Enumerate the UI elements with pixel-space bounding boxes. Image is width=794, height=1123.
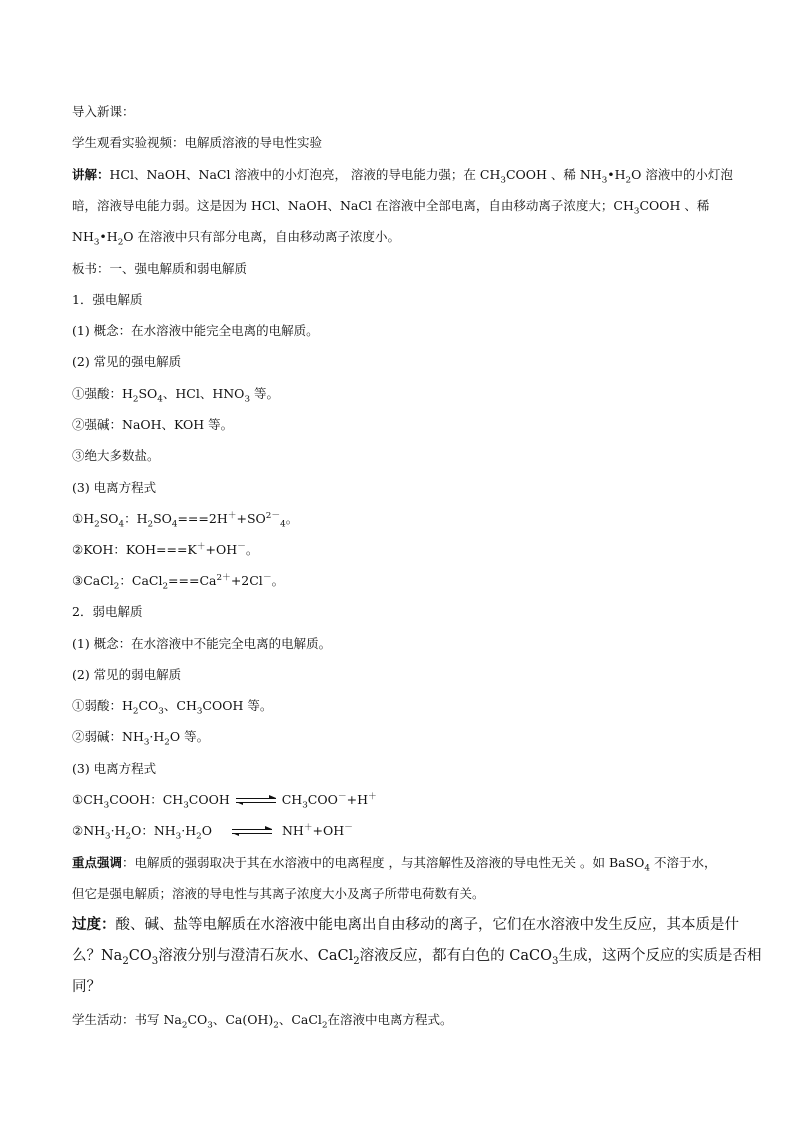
emphasis-label: 重点强调: [72, 855, 123, 870]
transition-line-1: 过度：酸、碱、盐等电解质在水溶液中能电离出自由移动的离子，它们在水溶液中发生反应，其本质是什: [72, 916, 739, 933]
explain-label: 讲解：: [72, 167, 110, 182]
strong-title: 1．强电解质: [72, 292, 143, 307]
weak-concept: (1) 概念：在水溶液中不能完全电离的电解质。: [72, 636, 332, 651]
weak-common: (2) 常见的弱电解质: [72, 667, 182, 682]
transition-line-3: 同？: [72, 979, 101, 995]
strong-eq-3: ③CaCl$_2$：$CaCl_2===Ca^{2+}+2Cl^-$。: [72, 572, 285, 592]
equilibrium-arrow-icon: [232, 827, 272, 837]
emphasis-line-1: 重点强调：电解质的强弱取决于其在水溶液中的电离程度 ，与其溶解性及溶液的导电性无关 。如 BaSO$_4$ 不溶于水，: [72, 855, 717, 874]
weak-eq-title: (3) 电离方程式: [72, 761, 157, 776]
transition-label: 过度：: [72, 916, 116, 933]
intro-heading: 导入新课：: [72, 104, 135, 119]
strong-bases: ②强碱：NaOH、KOH 等。: [72, 417, 234, 432]
strong-acids: ①强酸：$H_2SO_4$、HCl、$HNO_3$ 等。: [72, 386, 279, 405]
board-heading: 板书：一、强电解质和弱电解质: [72, 261, 248, 276]
strong-salts: ③绝大多数盐。: [72, 448, 160, 463]
student-activity: 学生活动：书写 $Na_2CO_3$、$Ca(OH)_2$、CaCl$_2$在溶液中电离方程式。: [72, 1012, 453, 1031]
strong-common: (2) 常见的强电解质: [72, 354, 182, 369]
explain-line-2: 暗，溶液导电能力弱。这是因为 HCl、NaOH、NaCl 在溶液中全部电离，自由移动离子浓度大；$CH_3COOH$ 、稀: [72, 198, 710, 217]
weak-eq-2: $②NH_3\cdot H_2O$：$NH_3\cdot H_2O$ NH＋+OH－: [72, 822, 353, 842]
weak-eq-1: $①CH_3COOH$：$CH_3COOH$ $CH_3COO^-+H^+$: [72, 791, 377, 811]
strong-eq-1: $①H_2SO_4$：$H_2SO_4===2H^++SO^{2-}_4$。: [72, 510, 299, 530]
video-line: 学生观看实验视频：电解质溶液的导电性实验: [72, 135, 323, 150]
equilibrium-arrow-icon: [236, 796, 276, 806]
emphasis-line-2: 但它是强电解质；溶液的导电性与其离子浓度大小及离子所带电荷数有关。: [72, 886, 485, 901]
weak-title: 2．弱电解质: [72, 604, 143, 619]
weak-acids: ①弱酸：$H_2CO_3$、$CH_3COOH$ 等。: [72, 698, 273, 717]
strong-eq-title: (3) 电离方程式: [72, 480, 157, 495]
transition-line-2: 么？$Na_2CO_3$溶液分别与澄清石灰水、CaCl$_2$溶液反应，都有白色的 CaCO$_3$生成，这两个反应的实质是否相: [72, 948, 762, 967]
explain-line-1: 讲解：HCl、NaOH、NaCl 溶液中的小灯泡亮， 溶液的导电能力强；在 $CH_3COOH$ 、稀 $NH_3•H_2O$ 溶液中的小灯泡: [72, 167, 733, 186]
explain-line-3: $NH_3•H_2O$ 在溶液中只有部分电离，自由移动离子浓度小。: [72, 229, 401, 248]
weak-bases: ②弱碱：$NH_3\cdot H_2O$ 等。: [72, 729, 210, 748]
strong-concept: (1) 概念：在水溶液中能完全电离的电解质。: [72, 323, 319, 338]
strong-eq-2: ②KOH：KOH===K＋+OH－。: [72, 541, 259, 557]
